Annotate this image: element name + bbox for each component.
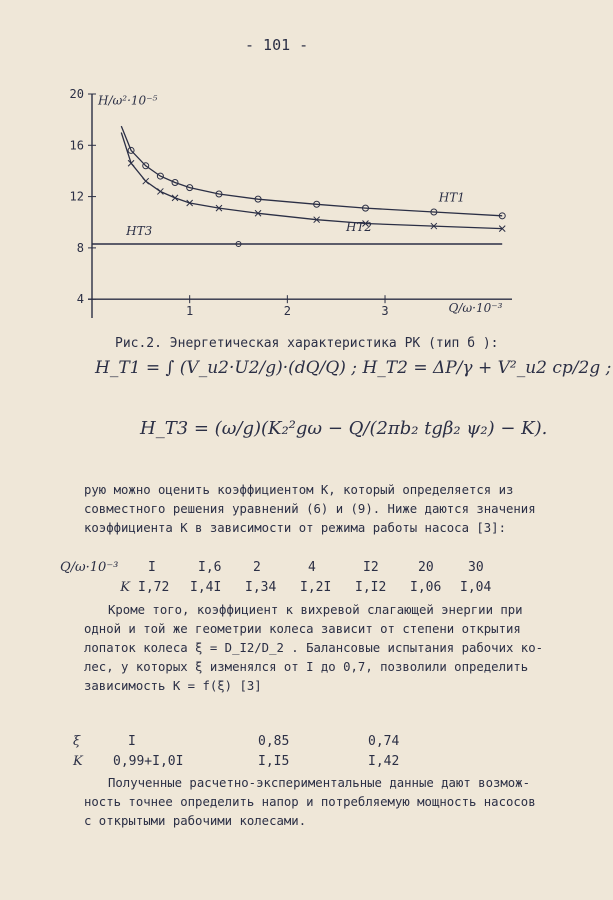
text-line: одной и той же геометрии колеса зависит от степени открытия — [84, 622, 521, 636]
table-cell: 0,85 — [258, 734, 290, 749]
text-line: рую можно оценить коэффициентом К, который определяется из — [84, 483, 514, 497]
formula-line-2: H_T3 = (ω/g)(K₂²gω − Q/(2πb₂ tgβ₂ ψ₂) − K). — [140, 418, 548, 439]
q-row — [60, 558, 508, 578]
formula-line-1: H_T1 = ∫ (V_u2·U2/g)·(dQ/Q) ; H_T2 = ΔP/γ + V²_u2 cp/2g ; — [95, 358, 612, 378]
table-cell: I — [148, 560, 156, 575]
table-cell: 0,74 — [368, 734, 400, 749]
table-cell: I,I2 — [355, 580, 387, 595]
page-number: - 101 - — [245, 36, 309, 54]
x-tick-label: 1 — [186, 304, 194, 319]
y-tick-label: 12 — [69, 189, 84, 204]
table-cell: I,34 — [245, 580, 277, 595]
table-cell: I,4I — [190, 580, 222, 595]
text-line: Полученные расчетно-экспериментальные данные дают возмож- — [108, 776, 530, 790]
figure-caption: Рис.2. Энергетическая характеристика РК (тип б ): — [115, 336, 499, 351]
x-axis-label: Q/ω·10⁻³ — [448, 301, 503, 315]
series-label: HT1 — [438, 190, 465, 205]
text-line: лопаток колеса ξ = D_I2/D_2 . Балансовые испытания рабочих ко- — [84, 641, 544, 655]
text-line: коэффициента К в зависимости от режима работы насоса [3]: — [84, 521, 506, 535]
x-tick-label: 3 — [381, 304, 389, 319]
y-tick-label: 4 — [76, 292, 84, 307]
data-point — [143, 178, 149, 184]
table-cell: I,I5 — [258, 754, 290, 769]
paragraph-1 — [84, 481, 562, 538]
table-cell: 0,99+I,0I — [113, 754, 184, 769]
table-cell: I,6 — [198, 560, 222, 575]
k-header: K — [73, 754, 83, 769]
k-row — [73, 752, 428, 772]
text-line: ность точнее определить напор и потребляемую мощность насосов — [84, 795, 536, 809]
xi-header: ξ — [73, 734, 81, 749]
y-tick-label: 8 — [76, 240, 84, 255]
text-line: лес, у которых ξ изменялся от I до 0,7, позволили определить — [84, 660, 529, 674]
table-cell: 20 — [418, 560, 434, 575]
paragraph-3 — [84, 774, 562, 831]
data-point — [157, 188, 163, 194]
y-tick-label: 16 — [69, 138, 84, 153]
q-header: Q/ω·10⁻³ — [60, 560, 119, 575]
paragraph-2 — [84, 601, 562, 696]
k-header: K — [120, 580, 130, 595]
xi-table — [73, 732, 428, 772]
text-line: совместного решения уравнений (6) и (9). Ниже даются значения — [84, 502, 536, 516]
xi-row — [73, 732, 428, 752]
table-cell: I2 — [363, 560, 379, 575]
table-cell: I,04 — [460, 580, 492, 595]
text-line: зависимость K = f(ξ) [3] — [84, 679, 262, 693]
x-tick-label: 2 — [283, 304, 291, 319]
table-cell: I,06 — [410, 580, 442, 595]
series-label: HT2 — [345, 220, 373, 235]
y-tick-label: 20 — [69, 87, 84, 101]
table-cell: I,42 — [368, 754, 400, 769]
data-point — [172, 195, 178, 201]
series-line — [121, 133, 502, 229]
y-axis-label: H/ω²·10⁻⁵ — [98, 93, 158, 108]
k-row — [60, 578, 508, 598]
series-label: HT3 — [126, 224, 153, 239]
energy-characteristic-chart — [60, 80, 520, 330]
table-cell: I — [128, 734, 136, 749]
table-cell: I,72 — [138, 580, 170, 595]
text-line: Кроме того, коэффициент к вихревой слагающей энергии при — [108, 603, 523, 617]
table-cell: 2 — [253, 560, 261, 575]
k-table — [60, 558, 508, 598]
text-line: с открытыми рабочими колесами. — [84, 814, 307, 828]
table-cell: I,2I — [300, 580, 332, 595]
table-cell: 30 — [468, 560, 484, 575]
table-cell: 4 — [308, 560, 316, 575]
